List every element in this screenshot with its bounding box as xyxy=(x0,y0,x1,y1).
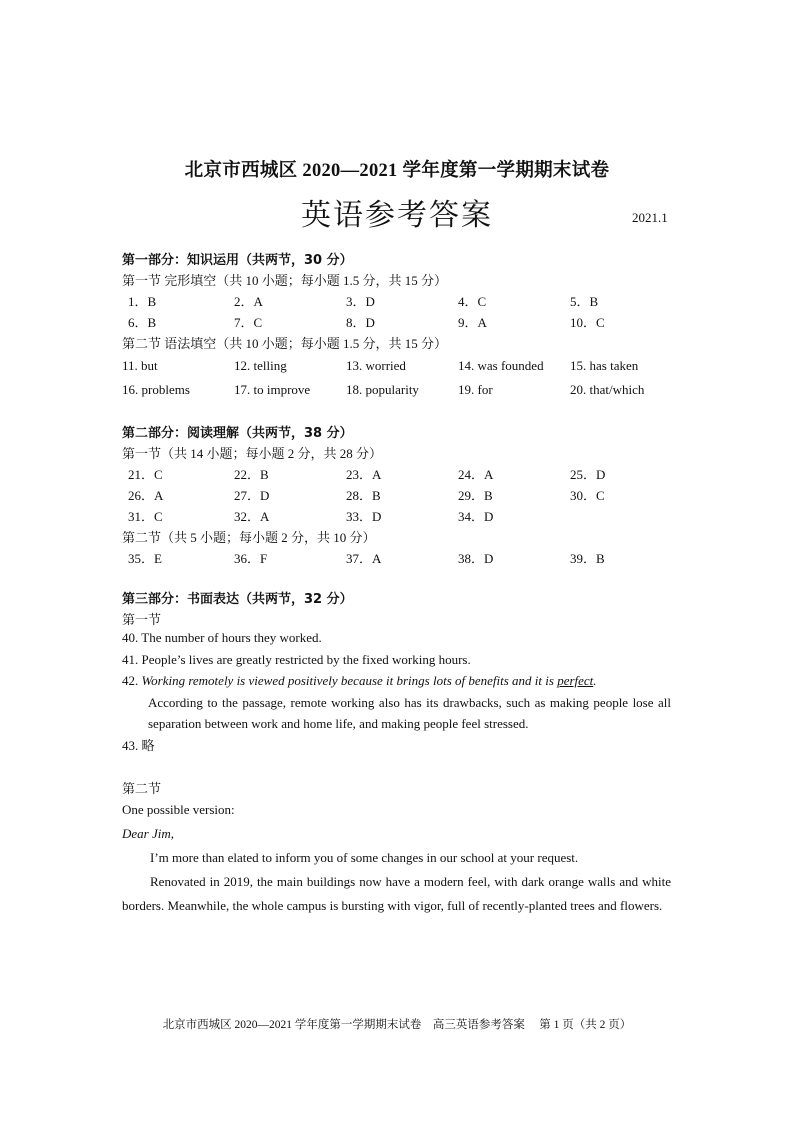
answer-item: 9．A xyxy=(458,315,487,330)
part3-section1-heading: 第一节 xyxy=(122,612,162,627)
answer-item: 18. popularity xyxy=(346,382,419,397)
answer-row xyxy=(0,358,794,378)
answer-42 xyxy=(122,673,597,689)
answer-item: 19. for xyxy=(458,382,493,397)
exam-date: 2021.1 xyxy=(632,210,668,225)
answer-item: 36．F xyxy=(234,551,268,566)
answer-item: 32．A xyxy=(234,509,270,524)
answer-item: 26．A xyxy=(128,488,164,503)
answer-item: 37．A xyxy=(346,551,382,566)
exam-title: 北京市西城区 2020—2021 学年度第一学期期末试卷 xyxy=(184,161,610,181)
answer-item: 10．C xyxy=(570,315,605,330)
answer-42-underlined-word: perfect xyxy=(557,673,594,688)
answer-item: 31．C xyxy=(128,509,163,524)
part3-section2-heading: 第二节 xyxy=(122,781,162,796)
answer-item: 27．D xyxy=(234,488,270,503)
answer-item: 8．D xyxy=(346,315,375,330)
answer-item: 38．D xyxy=(458,551,494,566)
letter-salutation: Dear Jim, xyxy=(122,826,174,841)
answer-row xyxy=(0,485,794,505)
answer-item: 39．B xyxy=(570,551,605,566)
answer-row xyxy=(0,506,794,526)
answer-42-period: . xyxy=(593,673,597,688)
part1-section1-heading: 第一节 完形填空（共 10 小题；每小题 1.5 分，共 15 分） xyxy=(122,273,448,288)
answer-42-number: 42. xyxy=(122,673,142,688)
answer-43: 43. 略 xyxy=(122,738,155,753)
part1-section2-heading: 第二节 语法填空（共 10 小题；每小题 1.5 分，共 15 分） xyxy=(122,336,448,351)
answer-41: 41. People’s lives are greatly restricted by the fixed working hours. xyxy=(122,652,471,667)
answer-item: 22．B xyxy=(234,467,269,482)
answer-item: 34．D xyxy=(458,509,494,524)
answer-item: 13. worried xyxy=(346,358,406,373)
answer-item: 5．B xyxy=(570,294,599,309)
letter-paragraph-1: I’m more than elated to inform you of some changes in our school at your request. xyxy=(150,850,579,865)
answer-key-title: 英语参考答案 xyxy=(301,198,493,233)
answer-item: 30．C xyxy=(570,488,605,503)
part3-heading: 第三部分：书面表达（共两节，32 分） xyxy=(122,592,353,607)
answer-item: 4．C xyxy=(458,294,487,309)
answer-item: 35．E xyxy=(128,551,162,566)
answer-item: 1．B xyxy=(128,294,157,309)
answer-item: 23．A xyxy=(346,467,382,482)
answer-item: 24．A xyxy=(458,467,494,482)
page-footer: 北京市西城区 2020—2021 学年度第一学期期末试卷 高三英语参考答案 第 1 页（共 2 页） xyxy=(162,1019,632,1031)
answer-item: 28．B xyxy=(346,488,381,503)
answer-row xyxy=(0,548,794,568)
answer-row xyxy=(0,464,794,484)
part1-heading: 第一部分：知识运用（共两节，30 分） xyxy=(122,253,353,268)
answer-item: 15. has taken xyxy=(570,358,639,373)
answer-item: 25．D xyxy=(570,467,606,482)
answer-item: 17. to improve xyxy=(234,382,311,397)
answer-row xyxy=(0,382,794,402)
answer-40: 40. The number of hours they worked. xyxy=(122,630,322,645)
answer-row xyxy=(0,312,794,332)
letter-paragraph-2: Renovated in 2019, the main buildings now have a modern feel, with dark orange walls and white borders. Meanwhile, the whole campus is bursting with vigor, full of recently-planted trees and flowers. xyxy=(122,874,671,913)
answer-item: 33．D xyxy=(346,509,382,524)
answer-42-statement: Working remotely is viewed positively because it brings lots of benefits and it is xyxy=(141,673,558,688)
answer-row xyxy=(0,291,794,311)
answer-42-explanation: According to the passage, remote working also has its drawbacks, such as making people lose all separation between work and home life, and making people feel stressed. xyxy=(148,695,671,731)
answer-item: 20. that/which xyxy=(570,382,645,397)
answer-item: 16. problems xyxy=(122,382,190,397)
answer-item: 6．B xyxy=(128,315,157,330)
answer-item: 2．A xyxy=(234,294,263,309)
part2-section2-heading: 第二节（共 5 小题；每小题 2 分，共 10 分） xyxy=(122,530,376,545)
part2-heading: 第二部分：阅读理解（共两节，38 分） xyxy=(122,426,353,441)
answer-item: 3．D xyxy=(346,294,375,309)
answer-item: 12. telling xyxy=(234,358,287,373)
answer-item: 7．C xyxy=(234,315,263,330)
answer-item: 29．B xyxy=(458,488,493,503)
part2-section1-heading: 第一节（共 14 小题；每小题 2 分，共 28 分） xyxy=(122,446,383,461)
answer-item: 21．C xyxy=(128,467,163,482)
answer-item: 11. but xyxy=(122,358,158,373)
answer-item: 14. was founded xyxy=(458,358,544,373)
writing-intro: One possible version: xyxy=(122,802,235,817)
